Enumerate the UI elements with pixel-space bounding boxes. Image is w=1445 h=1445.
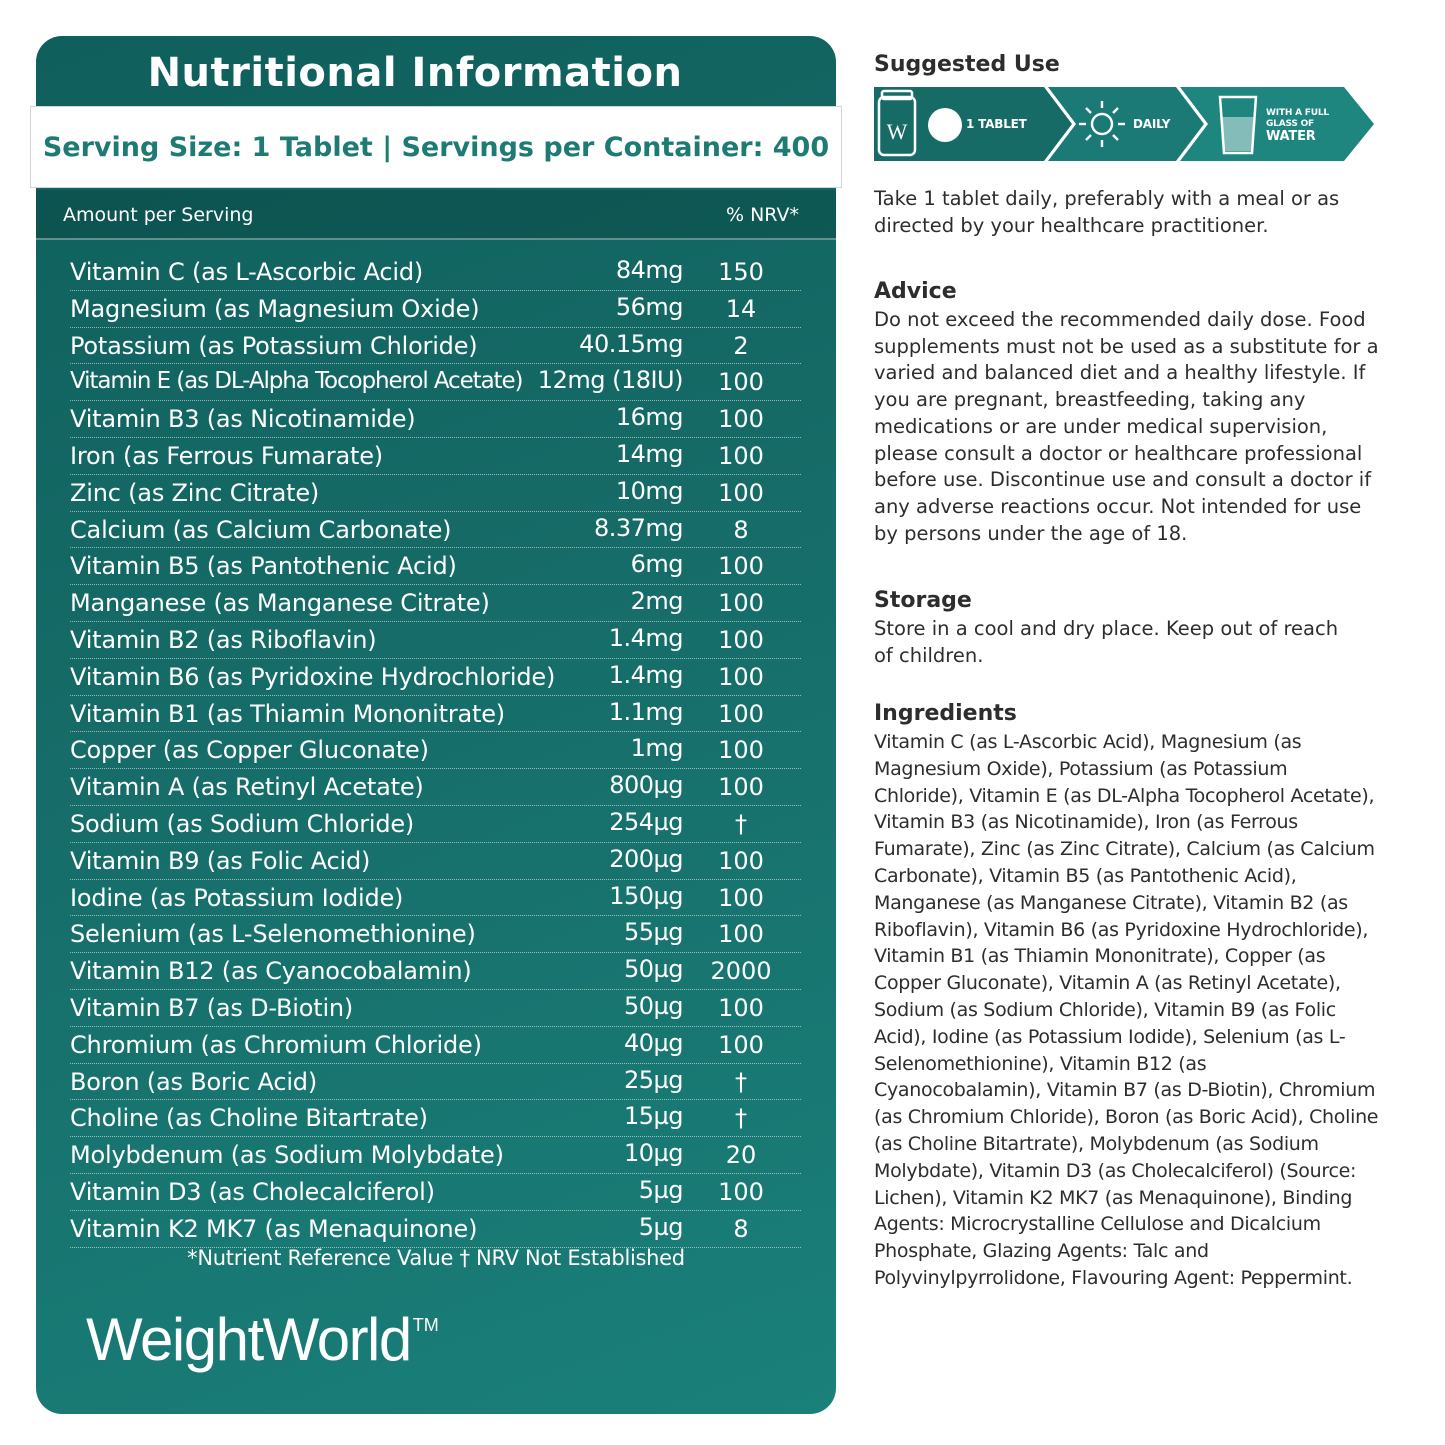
nutrient-amount: 200µg — [609, 844, 683, 873]
nutrient-amount: 1.1mg — [608, 697, 683, 726]
nutrient-name: Manganese (as Manganese Citrate) — [70, 589, 490, 618]
table-row — [70, 401, 801, 438]
tablet-icon — [928, 108, 962, 142]
ingredients-title: Ingredients — [874, 701, 1017, 726]
nutrient-amount: 55µg — [623, 918, 683, 947]
suggested-use-title: Suggested Use — [874, 52, 1060, 77]
nutrient-nrv: 14 — [725, 294, 757, 323]
nutrient-amount: 1mg — [630, 734, 683, 763]
table-row — [70, 622, 801, 659]
nutrient-name: Choline (as Choline Bitartrate) — [70, 1104, 428, 1133]
nutrient-nrv: 2 — [733, 331, 749, 360]
nutrient-amount: 40.15mg — [579, 329, 683, 358]
nutrient-nrv: 100 — [718, 589, 764, 618]
nutrient-nrv: 20 — [725, 1141, 757, 1170]
table-row — [70, 585, 801, 622]
nutrient-nrv: † — [735, 809, 747, 838]
amount-per-serving-label: Amount per Serving — [63, 204, 254, 226]
nutrient-name: Copper (as Copper Gluconate) — [70, 736, 429, 765]
advice-title: Advice — [874, 279, 957, 304]
nutrient-name: Vitamin B6 (as Pyridoxine Hydrochloride) — [70, 662, 556, 691]
nutrient-amount: 6mg — [630, 550, 683, 579]
nutrient-nrv: 100 — [718, 478, 764, 507]
table-row — [70, 438, 801, 475]
nutrient-amount: 10mg — [615, 476, 683, 505]
nutrient-amount: 2mg — [630, 587, 683, 616]
nutrient-amount: 50µg — [623, 955, 683, 984]
nutrient-amount: 5µg — [638, 1175, 683, 1204]
nutrient-amount: 10µg — [623, 1139, 683, 1168]
table-row — [70, 1174, 801, 1211]
table-row — [70, 512, 801, 549]
nutrient-name: Vitamin B12 (as Cyanocobalamin) — [70, 957, 472, 986]
nutrient-table — [70, 254, 801, 1248]
nutrient-amount: 25µg — [623, 1065, 683, 1094]
nutrient-nrv: † — [735, 1067, 747, 1096]
storage-text: Store in a cool and dry place. Keep out of reach of children. — [874, 617, 1339, 667]
suggested-use-text: Take 1 tablet daily, preferably with a meal or as directed by your healthcare practitioner. — [874, 187, 1340, 237]
nutrient-nrv: 100 — [718, 993, 764, 1022]
step-water-label-2: GLASS OF — [1266, 119, 1314, 129]
nutrient-nrv: 8 — [733, 515, 749, 544]
nutrient-amount: 12mg (18IU) — [537, 366, 683, 395]
nutrient-nrv: 100 — [718, 920, 764, 949]
table-row — [70, 696, 801, 733]
nutrient-name: Vitamin B2 (as Riboflavin) — [70, 625, 377, 654]
table-row — [70, 254, 801, 291]
nutrient-nrv: † — [735, 1104, 747, 1133]
nutrient-nrv: 150 — [718, 258, 764, 286]
nutrient-nrv: 100 — [718, 699, 764, 728]
step-tablet-label: 1 TABLET — [966, 117, 1027, 131]
nutrient-name: Vitamin B3 (as Nicotinamide) — [70, 405, 416, 434]
table-row — [70, 916, 801, 953]
nutrient-name: Selenium (as L-Selenomethionine) — [70, 920, 476, 949]
table-row — [70, 769, 801, 806]
table-row — [70, 1064, 801, 1101]
nutrient-name: Zinc (as Zinc Citrate) — [70, 478, 320, 507]
table-row — [70, 659, 801, 696]
nutrient-amount: 14mg — [615, 439, 683, 468]
nutrient-amount: 1.4mg — [608, 623, 683, 652]
nutrient-amount: 40µg — [623, 1028, 683, 1057]
svg-text:W: W — [886, 119, 908, 144]
nutrient-name: Iodine (as Potassium Iodide) — [70, 883, 404, 912]
nutrient-amount: 15µg — [623, 1102, 683, 1131]
nutrient-nrv: 100 — [718, 1030, 764, 1059]
nutrient-name: Boron (as Boric Acid) — [70, 1067, 317, 1096]
nutrient-amount: 16mg — [615, 403, 683, 432]
panel-title: Nutritional Information — [147, 50, 683, 96]
nutrient-nrv: 100 — [718, 883, 764, 912]
nutrient-name: Vitamin B1 (as Thiamin Mononitrate) — [70, 699, 505, 728]
nutrient-name: Vitamin B5 (as Pantothenic Acid) — [70, 552, 457, 581]
nutrient-name: Vitamin K2 MK7 (as Menaquinone) — [70, 1214, 478, 1243]
table-row — [70, 806, 801, 843]
nutrient-amount: 150µg — [609, 881, 683, 910]
nutrient-amount: 254µg — [609, 807, 683, 836]
nutrient-name: Vitamin E (as DL-Alpha Tocopherol Acetate) — [70, 368, 523, 395]
nutrient-nrv: 100 — [718, 625, 764, 654]
nutrient-nrv: 2000 — [710, 957, 772, 986]
nutrient-amount: 8.37mg — [593, 513, 683, 542]
advice-text: Do not exceed the recommended daily dose. Food supplements must not be used as a substitute for a varied and balanced diet and a healthy lifestyle. If you are pregnant, breastfeeding, taking any medications or are under medical supervision, please consult a doctor or healthcare professional before use. Discontinue use and consult a doctor if any adverse reactions occur. Not intended for use by persons under the age of 18. — [874, 308, 1379, 545]
nutrient-nrv: 100 — [718, 662, 764, 691]
nrv-label: % NRV* — [726, 204, 799, 226]
nutrient-nrv: 100 — [718, 441, 764, 470]
nutrient-nrv: 100 — [718, 405, 764, 434]
table-row — [70, 1100, 801, 1137]
table-row — [70, 548, 801, 585]
table-row — [70, 328, 801, 365]
table-row — [70, 475, 801, 512]
table-header — [36, 190, 836, 240]
nutrient-name: Vitamin A (as Retinyl Acetate) — [70, 773, 424, 802]
nutrient-name: Sodium (as Sodium Chloride) — [70, 809, 415, 838]
step-water-label-3: WATER — [1266, 129, 1316, 144]
nutrient-amount: 5µg — [638, 1212, 683, 1241]
nutrient-nrv: 8 — [733, 1214, 749, 1243]
nutrient-name: Iron (as Ferrous Fumarate) — [70, 441, 383, 470]
table-row — [70, 1211, 801, 1248]
table-row — [70, 1027, 801, 1064]
nutrient-name: Calcium (as Calcium Carbonate) — [70, 515, 452, 544]
nutrient-nrv: 100 — [718, 846, 764, 875]
nutrient-name: Vitamin B7 (as D-Biotin) — [70, 993, 354, 1022]
nutrient-nrv: 100 — [718, 736, 764, 765]
nutrient-amount: 800µg — [609, 771, 683, 800]
weightworld-logo — [86, 1305, 439, 1374]
table-row — [70, 1137, 801, 1174]
table-row — [70, 732, 801, 769]
logo-trademark: TM — [412, 1315, 439, 1335]
step-water-label-1: WITH A FULL — [1266, 108, 1329, 118]
suggested-use-strip — [874, 87, 1379, 161]
nutrient-amount: 50µg — [623, 991, 683, 1020]
nutrient-amount: 1.4mg — [608, 660, 683, 689]
nutrient-name: Vitamin C (as L-Ascorbic Acid) — [70, 258, 424, 286]
nutrient-name: Chromium (as Chromium Chloride) — [70, 1030, 482, 1059]
footnote: *Nutrient Reference Value † NRV Not Established — [187, 1246, 685, 1270]
table-row — [70, 843, 801, 880]
nutrient-amount: 84mg — [615, 256, 683, 284]
serving-size: Serving Size: 1 Tablet | Servings per Container: 400 — [30, 106, 842, 188]
nutrient-name: Molybdenum (as Sodium Molybdate) — [70, 1141, 504, 1170]
table-row — [70, 880, 801, 917]
nutrient-name: Vitamin B9 (as Folic Acid) — [70, 846, 371, 875]
nutrient-nrv: 100 — [718, 368, 764, 397]
nutrient-name: Vitamin D3 (as Cholecalciferol) — [70, 1177, 435, 1206]
table-row — [70, 364, 801, 401]
table-row — [70, 291, 801, 328]
table-row — [70, 953, 801, 990]
ingredients-text: Vitamin C (as L-Ascorbic Acid), Magnesium (as Magnesium Oxide), Potassium (as Potassium Chloride), Vitamin E (as DL-Alpha Tocopherol Acetate), Vitamin B3 (as Nicotinamide), Iron (as Ferrous Fumarate), Zinc (as Zinc Citrate), Calcium (as Calcium Carbonate), Vitamin B5 (as Pantothenic Acid), Manganese (as Manganese Citrate), Vitamin B2 (as Riboflavin), Vitamin B6 (as Pyridoxine Hydrochloride), Vitamin B1 (as Thiamin Mononitrate), Copper (as Copper Gluconate), Vitamin A (as Retinyl Acetate), Sodium (as Sodium Chloride), Vitamin B9 (as Folic Acid), Iodine (as Potassium Iodide), Selenium (as L-Selenomethionine), Vitamin B12 (as Cyanocobalamin), Vitamin B7 (as D-Biotin), Chromium (as Chromium Chloride), Boron (as Boric Acid), Choline (as Choline Bitartrate), Molybdenum (as Sodium Molybdate), Vitamin D3 (as Cholecalciferol) (Source: Lichen), Vitamin K2 MK7 (as Menaquinone), Binding Agents: Microcrystalline Cellulose and Dicalcium Phosphate, Glazing Agents: Talc and Polyvinylpyrrolidone, Flavouring Agent: Peppermint. — [874, 731, 1379, 1289]
nutrient-name: Magnesium (as Magnesium Oxide) — [70, 294, 480, 323]
nutrient-name: Potassium (as Potassium Chloride) — [70, 331, 478, 360]
storage-title: Storage — [874, 588, 972, 613]
nutrient-amount: 56mg — [615, 292, 683, 321]
nutrient-nrv: 100 — [718, 1177, 764, 1206]
nutrient-nrv: 100 — [718, 773, 764, 802]
step-daily-label: DAILY — [1133, 117, 1171, 131]
table-row — [70, 990, 801, 1027]
logo-wordmark: WeightWorld — [86, 1306, 411, 1373]
nutrient-nrv: 100 — [718, 552, 764, 581]
